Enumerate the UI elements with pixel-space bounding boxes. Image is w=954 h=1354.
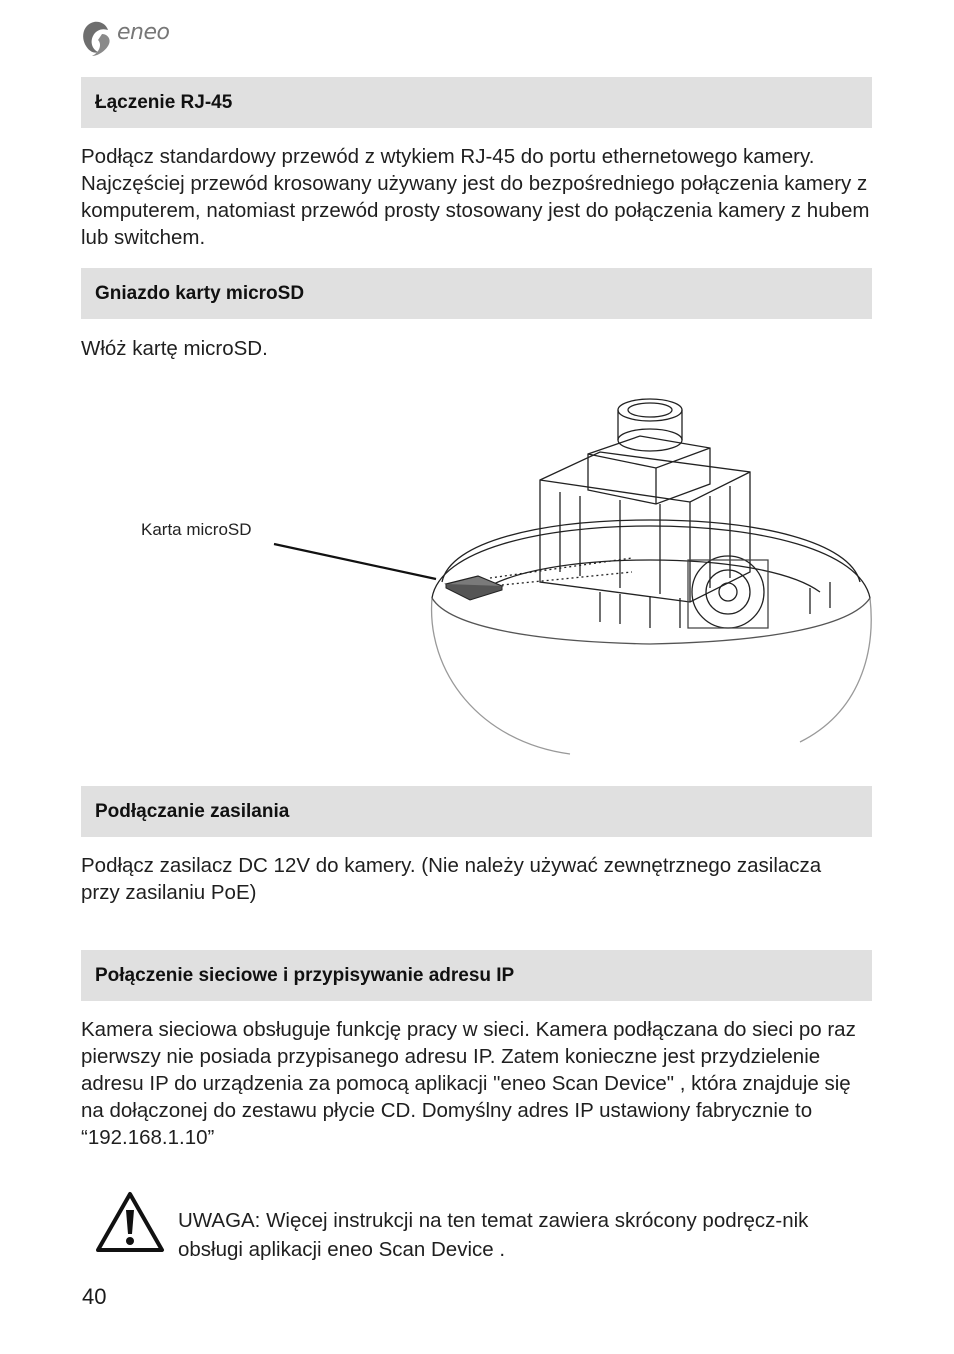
camera-dome-illustration — [420, 392, 880, 762]
section-heading-power — [81, 786, 872, 837]
section-heading-text: Gniazdo karty microSD — [95, 283, 305, 304]
section-body-network: Kamera sieciowa obsługuje funkcję pracy w sieci. Kamera podłączana do sieci po raz pierwszy nie posiada przypisanego adresu IP. Zatem konieczne jest przydzielenie adresu IP do urządzenia za pomocą aplikacji "eneo Scan Device" , która znajduje się na dołączonej do zestawu płycie CD. Domyślny adres IP ustawiony fabrycznie to “192.168.1.10” — [81, 1018, 856, 1149]
section-heading-text: Podłączanie zasilania — [95, 801, 290, 822]
section-heading-text: Łączenie RJ-45 — [95, 92, 233, 113]
microsd-callout-label: Karta microSD — [141, 520, 252, 539]
section-heading-text: Połączenie sieciowe i przypisywanie adresu IP — [95, 965, 515, 986]
section-body-microsd: Włóż kartę microSD. — [81, 337, 268, 360]
section-heading-rj45 — [81, 77, 872, 128]
section-body-rj45: Podłącz standardowy przewód z wtykiem RJ-45 do portu ethernetowego kamery. Najczęściej przewód krosowany używany jest do bezpośredniego połączenia kamery z komputerem, natomiast przewód prosty stosowany jest do połączenia kamery z hubem lub switchem. — [81, 145, 870, 249]
page-number: 40 — [82, 1284, 107, 1309]
warning-triangle-icon — [95, 1190, 165, 1254]
callout-leader-line — [270, 540, 440, 585]
brand-name: eneo — [117, 20, 170, 45]
warning-note-text: UWAGA: Więcej instrukcji na ten temat zawiera skrócony podręcz-nik obsługi aplikacji eneo Scan Device . — [178, 1209, 809, 1261]
section-heading-network — [81, 950, 872, 1001]
section-body-power: Podłącz zasilacz DC 12V do kamery. (Nie należy używać zewnętrznego zasilacza przy zasilaniu PoE) — [81, 854, 822, 904]
section-heading-microsd — [81, 268, 872, 319]
